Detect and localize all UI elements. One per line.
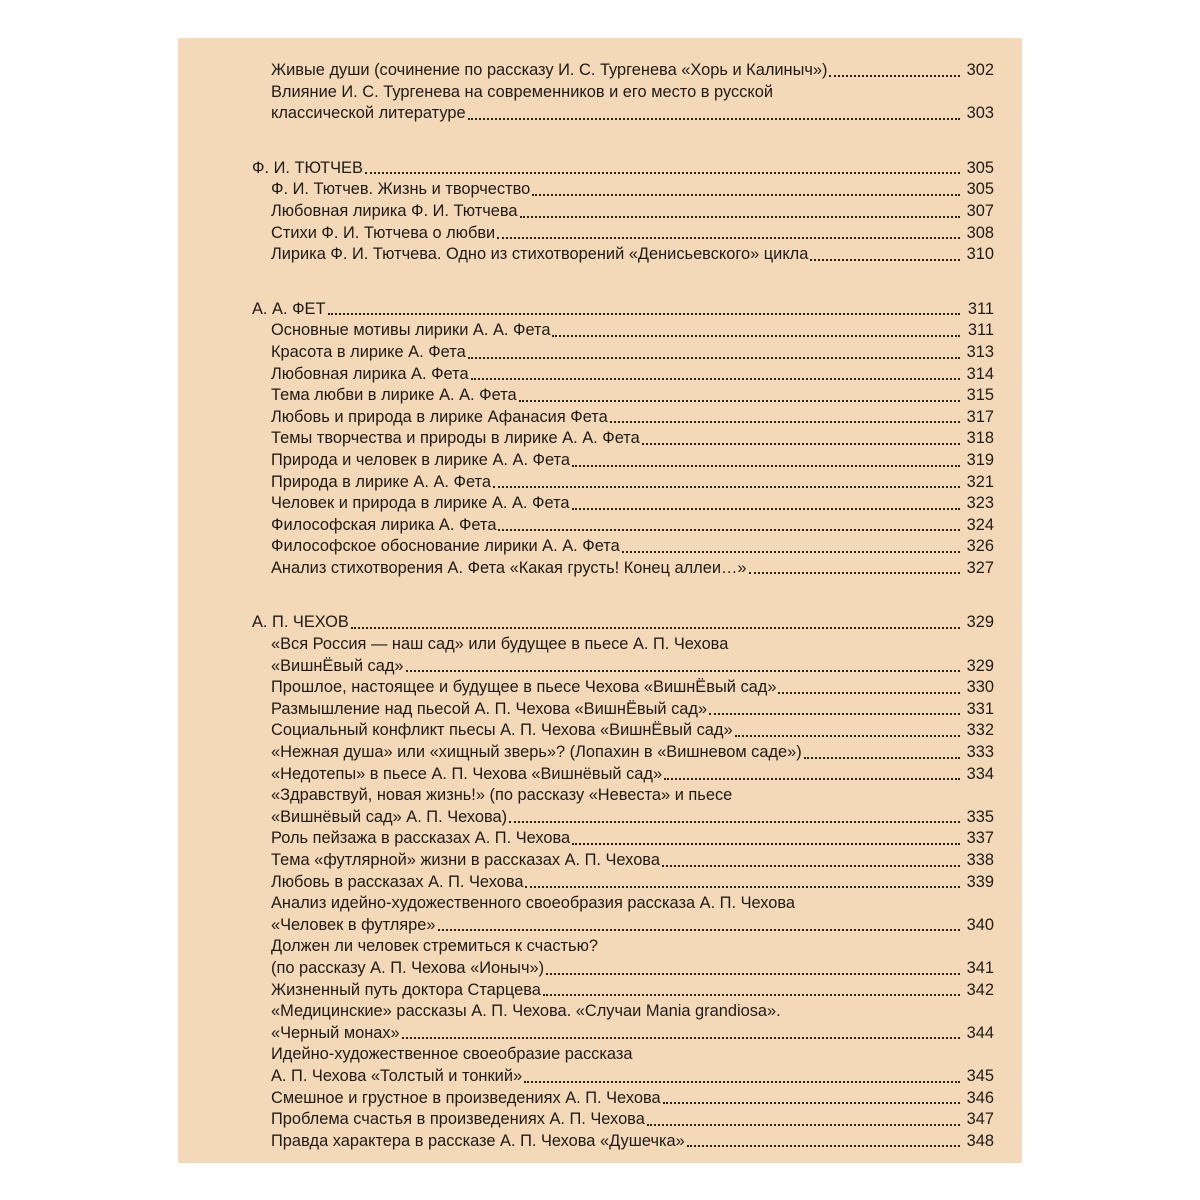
toc-entry-line: [252, 1023, 994, 1045]
toc-entry-line: [252, 764, 994, 786]
toc-entry-line: [252, 493, 994, 515]
dot-leader: [471, 378, 960, 380]
toc-entry-text: Прошлое, настоящее и будущее в пьесе Чехова «ВишнЁвый сад»: [271, 678, 777, 697]
dot-leader: [543, 994, 960, 996]
toc-entry-text: Должен ли человек стремиться к счастью?: [271, 937, 598, 956]
dot-leader: [351, 627, 960, 629]
toc-entry-line: [252, 1044, 994, 1066]
dot-leader: [520, 216, 960, 218]
toc-entry-text: «Вся Россия — наш сад» или будущее в пьесе А. П. Чехова: [271, 635, 729, 654]
dot-leader: [664, 778, 960, 780]
toc-entry-text: Любовная лирика А. Фета: [271, 364, 469, 383]
toc-page: [178, 38, 1022, 1163]
toc-entry-page: 321: [966, 472, 994, 491]
toc-entry-page: 330: [966, 678, 994, 697]
toc-entry-page: 342: [966, 980, 994, 999]
toc-entry-line: [252, 828, 994, 850]
toc-entry-line: [252, 785, 994, 807]
toc-entry-line: [252, 1131, 994, 1153]
toc-entry-line: [252, 82, 994, 104]
toc-entry-page: 344: [966, 1023, 994, 1042]
toc-entry-line: [252, 936, 994, 958]
toc-entry-line: [252, 807, 994, 829]
dot-leader: [524, 1081, 960, 1083]
toc-entry-page: 315: [966, 386, 994, 405]
dot-leader: [493, 486, 960, 488]
dot-leader: [468, 118, 960, 120]
section-gap: [252, 125, 994, 158]
dot-leader: [468, 357, 960, 359]
dot-leader: [497, 237, 960, 239]
toc-heading-text: А. А. ФЕТ: [252, 299, 326, 318]
toc-entry-text: Темы творчества и природы в лирике А. А. Фета: [271, 429, 640, 448]
toc-entry-line: [252, 1109, 994, 1131]
toc-entry-line: [252, 428, 994, 450]
toc-entry-line: [252, 201, 994, 223]
section-gap: [252, 266, 994, 299]
toc-entry-page: 311: [967, 321, 994, 340]
toc-entry-page: 332: [966, 721, 994, 740]
toc-entry-line: [252, 407, 994, 429]
toc-entry-line: [252, 915, 994, 937]
toc-entry-page: 337: [966, 829, 994, 848]
toc-entry-page: 339: [966, 872, 994, 891]
toc-heading-text: Ф. И. ТЮТЧЕВ: [252, 158, 363, 177]
toc-heading: [252, 612, 994, 634]
toc-entry-text: Природа в лирике А. А. Фета: [271, 472, 491, 491]
toc-entry-text: «Человек в футляре»: [271, 915, 436, 934]
toc-entry-text: «Недотепы» в пьесе А. П. Чехова «Вишнёвый сад»: [271, 764, 663, 783]
toc-entry-line: [252, 1088, 994, 1110]
toc-entry-page: 310: [966, 245, 994, 264]
toc-entry-text: Идейно-художественное своеобразие рассказа: [271, 1045, 633, 1064]
dot-leader: [402, 1037, 960, 1039]
toc-entry-page: 327: [966, 558, 994, 577]
dot-leader: [687, 1145, 960, 1147]
toc-entry-line: [252, 103, 994, 125]
toc-entry-text: Лирика Ф. И. Тютчева. Одно из стихотворений «Денисьевского» цикла: [271, 245, 809, 264]
toc-entry-page: 303: [966, 104, 994, 123]
toc-entry-line: [252, 850, 994, 872]
dot-leader: [622, 551, 960, 553]
toc-entry-line: [252, 60, 994, 82]
dot-leader: [642, 443, 960, 445]
dot-leader: [749, 572, 960, 574]
dot-leader: [365, 172, 960, 174]
dot-leader: [572, 843, 960, 845]
toc-entry-line: [252, 1066, 994, 1088]
toc-entry-text: «ВишнЁвый сад»: [271, 656, 404, 675]
dot-leader: [552, 335, 960, 337]
dot-leader: [647, 1124, 960, 1126]
toc-entry-page: 329: [966, 656, 994, 675]
toc-entry-line: [252, 872, 994, 894]
toc-entry-line: [252, 980, 994, 1002]
toc-section: [252, 158, 994, 266]
toc-entry-page: 307: [966, 201, 994, 220]
toc-entry-page: 302: [966, 61, 994, 79]
toc-entry-text: «Здравствуй, новая жизнь!» (по рассказу «Невеста» и пьесе: [271, 786, 733, 805]
toc-entry-line: [252, 958, 994, 980]
dot-leader: [804, 757, 960, 759]
toc-entry-page: 326: [966, 537, 994, 556]
toc-entry-page: 347: [966, 1110, 994, 1129]
toc-entry-page: 346: [966, 1088, 994, 1107]
toc-section: [252, 60, 994, 125]
toc-entry-text: Роль пейзажа в рассказах А. П. Чехова: [271, 829, 571, 848]
toc-entry-page: 341: [966, 958, 994, 977]
toc-entry-line: [252, 558, 994, 580]
toc-heading-page: 311: [967, 299, 994, 318]
dot-leader: [546, 973, 960, 975]
dot-leader: [519, 400, 960, 402]
toc-entry-line: [252, 342, 994, 364]
toc-heading-text: А. П. ЧЕХОВ: [252, 613, 349, 632]
toc-entry-text: Смешное и грустное в произведениях А. П. Чехова: [271, 1088, 661, 1107]
toc-entry-text: Тема «футлярной» жизни в рассказах А. П. Чехова: [271, 851, 660, 869]
toc-entry-line: [252, 179, 994, 201]
toc-entry-line: [252, 677, 994, 699]
toc-entry-text: Ф. И. Тютчев. Жизнь и творчество: [271, 180, 531, 199]
toc-entry-text: Любовная лирика Ф. И. Тютчева: [271, 201, 518, 220]
toc-entry-line: [252, 720, 994, 742]
dot-leader: [829, 75, 960, 77]
toc-entry-line: [252, 450, 994, 472]
toc-entry-line: [252, 364, 994, 386]
dot-leader: [498, 529, 960, 531]
toc-entry-page: 317: [966, 407, 994, 426]
toc-entry-page: 334: [966, 764, 994, 783]
dot-leader: [328, 313, 961, 315]
toc-entry-text: «Медицинские» рассказы А. П. Чехова. «Случаи Mania grandiosa».: [271, 1002, 781, 1021]
toc-entry-text: Жизненный путь доктора Старцева: [271, 980, 541, 999]
dot-leader: [610, 421, 960, 423]
toc-entry-page: 340: [966, 915, 994, 934]
toc-entry-page: 331: [966, 699, 994, 718]
toc-entry-line: [252, 223, 994, 245]
toc-entry-page: 308: [966, 223, 994, 242]
toc-entry-text: Анализ идейно-художественного своеобразия рассказа А. П. Чехова: [271, 894, 796, 913]
toc-entry-line: [252, 536, 994, 558]
toc-entry-page: 318: [966, 429, 994, 448]
toc-entry-text: Размышление над пьесой А. П. Чехова «ВишнЁвый сад»: [271, 699, 708, 718]
toc-entry-text: «Вишнёвый сад» А. П. Чехова): [271, 807, 508, 826]
toc-entry-page: 335: [966, 807, 994, 826]
toc-entry-page: 313: [966, 342, 994, 361]
toc-entry-page: 314: [966, 364, 994, 383]
toc-entry-text: «Нежная душа» или «хищный зверь»? (Лопахин в «Вишневом саде»): [271, 743, 802, 762]
toc-heading: [252, 158, 994, 180]
toc-entry-page: 333: [966, 743, 994, 762]
dot-leader: [735, 735, 960, 737]
dot-leader: [778, 692, 960, 694]
toc-entry-text: Стихи Ф. И. Тютчева о любви: [271, 223, 496, 242]
toc-entry-text: Человек и природа в лирике А. А. Фета: [271, 494, 570, 513]
toc-entry-text: Любовь в рассказах А. П. Чехова: [271, 872, 524, 891]
toc-entry-text: Красота в лирике А. Фета: [271, 342, 466, 361]
dot-leader: [572, 508, 960, 510]
toc-entry-text: Живые души (сочинение по рассказу И. С. Тургенева «Хорь и Калиныч»): [271, 61, 828, 79]
toc-entry-text: Правда характера в рассказе А. П. Чехова «Душечка»: [271, 1131, 685, 1150]
toc-heading-page: 305: [966, 158, 994, 177]
dot-leader: [532, 194, 960, 196]
toc-entry-line: [252, 699, 994, 721]
toc-entry-text: Философское обоснование лирики А. А. Фета: [271, 537, 620, 556]
toc-entry-line: [252, 320, 994, 342]
toc-heading-page: 329: [966, 613, 994, 632]
dot-leader: [663, 1102, 960, 1104]
toc-heading: [252, 299, 994, 321]
toc-entry-text: Основные мотивы лирики А. А. Фета: [271, 321, 551, 340]
dot-leader: [406, 670, 960, 672]
dot-leader: [438, 929, 960, 931]
dot-leader: [572, 465, 960, 467]
dot-leader: [709, 713, 960, 715]
toc-entry-line: [252, 244, 994, 266]
toc-entry-text: Философская лирика А. Фета: [271, 515, 497, 534]
toc-entry-text: (по рассказу А. П. Чехова «Ионыч»): [271, 958, 545, 977]
toc-entry-page: 324: [966, 515, 994, 534]
toc-entry-text: А. П. Чехова «Толстый и тонкий»: [271, 1066, 523, 1085]
toc-entry-line: [252, 656, 994, 678]
dot-leader: [662, 865, 960, 867]
toc-entry-line: [252, 385, 994, 407]
dot-leader: [525, 886, 960, 888]
toc-entry-text: Влияние И. С. Тургенева на современников и его место в русской: [271, 82, 773, 101]
toc-entry-text: классической литературе: [271, 104, 466, 123]
toc-entry-line: [252, 634, 994, 656]
toc-entry-page: 345: [966, 1066, 994, 1085]
toc-entry-text: Природа и человек в лирике А. А. Фета: [271, 450, 571, 469]
toc-entry-line: [252, 515, 994, 537]
toc-entry-text: Проблема счастья в произведениях А. П. Чехова: [271, 1110, 645, 1129]
section-gap: [252, 579, 994, 612]
toc-entry-page: 338: [966, 851, 994, 869]
toc-entry-page: 319: [966, 450, 994, 469]
toc-entry-line: [252, 893, 994, 915]
toc-entry-text: Тема любви в лирике А. А. Фета: [271, 386, 517, 405]
toc-section: [252, 299, 994, 580]
toc-entry-text: Социальный конфликт пьесы А. П. Чехова «ВишнЁвый сад»: [271, 721, 733, 740]
dot-leader: [810, 259, 960, 261]
toc-entry-text: Анализ стихотворения А. Фета «Какая грусть! Конец аллеи…»: [271, 558, 747, 577]
toc-entry-text: Любовь и природа в лирике Афанасия Фета: [271, 407, 608, 426]
dot-leader: [509, 821, 960, 823]
toc-entry-page: 348: [966, 1131, 994, 1150]
toc-entry-text: «Черный монах»: [271, 1023, 400, 1042]
toc-section: [252, 612, 994, 1152]
toc-entry-page: 323: [966, 494, 994, 513]
toc-entry-line: [252, 742, 994, 764]
toc-entry-line: [252, 472, 994, 494]
toc-entry-page: 305: [966, 180, 994, 199]
toc-entry-line: [252, 1001, 994, 1023]
